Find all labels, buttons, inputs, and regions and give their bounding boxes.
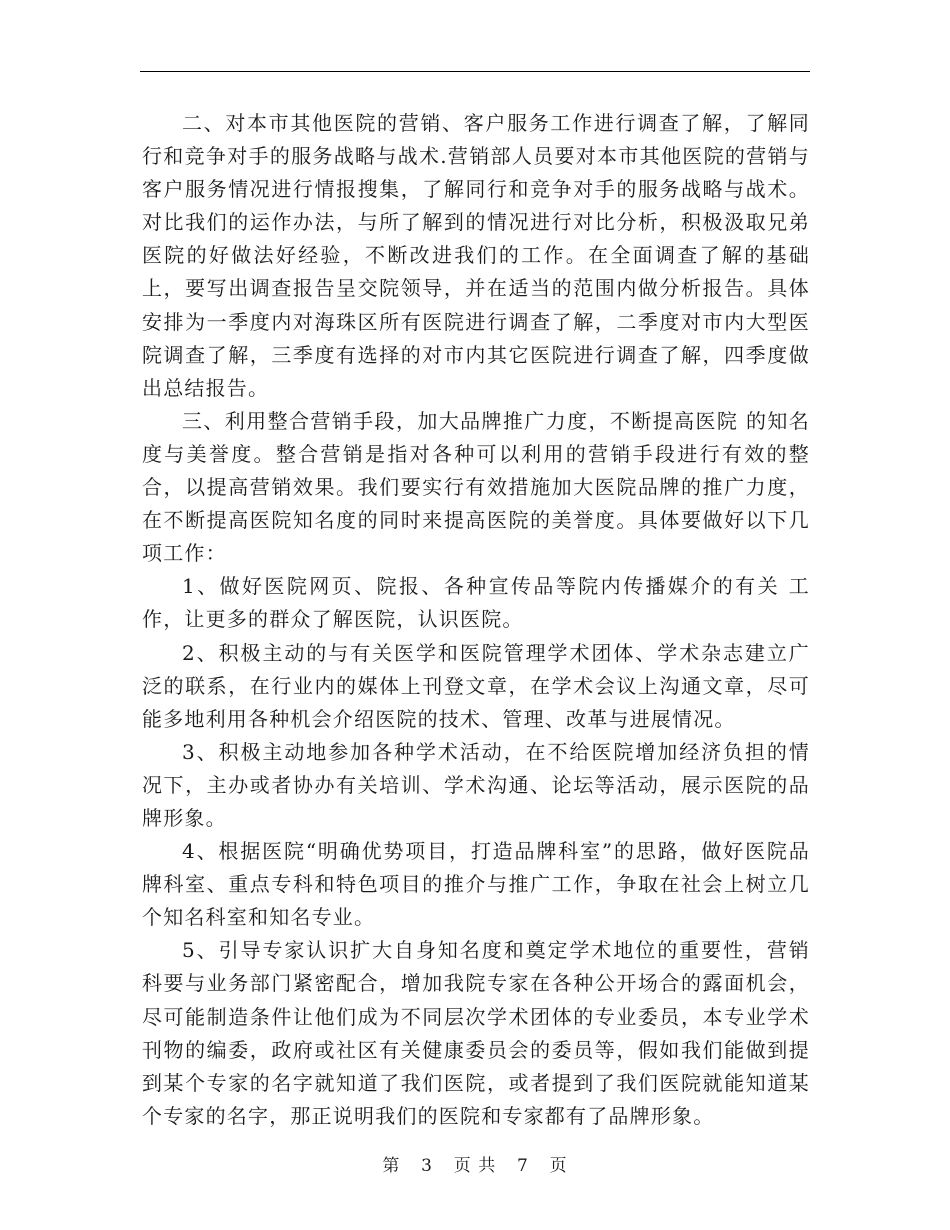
page-total: 7 [517,1156,529,1176]
paragraph-section-2: 二、对本市其他医院的营销、客户服务工作进行调查了解，了解同行和竞争对手的服务战略与战术.营销部人员要对本市其他医院的营销与客户服务情况进行情报搜集，了解同行和竞争对手的服务战略与战术。对比我们的运作办法，与所了解到的情况进行对比分析，积极汲取兄弟医院的好做法好经验，不断改进我们的工作。在全面调查了解的基础上，要写出调查报告呈交院领导，并在适当的范围内做分析报告。具体安排为一季度内对海珠区所有医院进行调查了解，二季度对市内大型医院调查了解，三季度有选择的对市内其它医院进行调查了解，四季度做出总结报告。 [142,111,810,400]
list-item-2: 2、积极主动的与有关医学和医院管理学术团体、学术杂志建立广泛的联系，在行业内的媒体上刊登文章，在学术会议上沟通文章，尽可能多地利用各种机会介绍医院的技术、管理、改革与进展情况。 [142,640,810,731]
paragraph-section-3: 三、利用整合营销手段，加大品牌推广力度，不断提高医院 的知名度与美誉度。整合营销是指对各种可以利用的营销手段进行有效的整合，以提高营销效果。我们要实行有效措施加大医院品牌的推广力度，在不断提高医院知名度的同时来提高医院的美誉度。具体要做好以下几项工作： [142,408,810,566]
document-body [142,107,810,1133]
page-footer [0,1151,950,1176]
footer-suffix: 页 [549,1156,568,1176]
list-item-4: 4、根据医院“明确优势项目，打造品牌科室”的思路，做好医院品牌科室、重点专科和特色项目的推介与推广工作，争取在社会上树立几个知名科室和知名专业。 [142,839,810,930]
header-rule [140,71,810,72]
footer-prefix: 第 [382,1156,401,1176]
list-item-1: 1、做好医院网页、院报、各种宣传品等院内传播媒介的有关 工作，让更多的群众了解医院，认识医院。 [142,574,810,632]
list-item-5: 5、引导专家认识扩大自身知名度和奠定学术地位的重要性，营销科要与业务部门紧密配合，增加我院专家在各种公开场合的露面机会，尽可能制造条件让他们成为不同层次学术团体的专业委员，本专业学术刊物的编委，政府或社区有关健康委员会的委员等，假如我们能做到提到某个专家的名字就知道了我们医院，或者提到了我们医院就能知道某个专家的名字，那正说明我们的医院和专家都有了品牌形象。 [142,938,810,1128]
footer-middle: 页 共 [453,1156,497,1176]
page-number: 3 [421,1156,433,1176]
list-item-3: 3、积极主动地参加各种学术活动，在不给医院增加经济负担的情况下，主办或者协办有关培训、学术沟通、论坛等活动，展示医院的品牌形象。 [142,739,810,830]
